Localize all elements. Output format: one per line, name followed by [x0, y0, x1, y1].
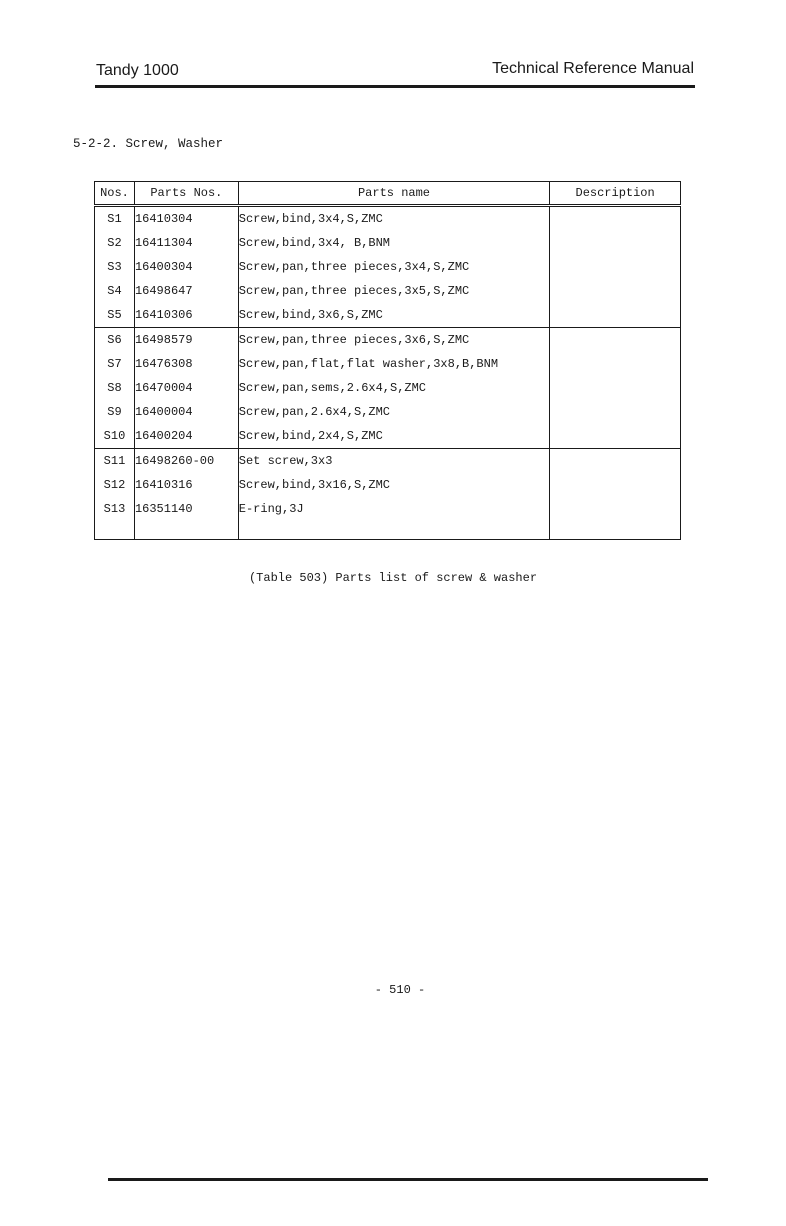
cell-description	[550, 352, 681, 376]
section-title: 5-2-2. Screw, Washer	[73, 137, 224, 151]
cell-description	[550, 449, 681, 474]
footer-rule	[108, 1178, 708, 1181]
cell-parts-name: Screw,bind,3x16,S,ZMC	[238, 473, 549, 497]
cell-parts-no: 16498260-00	[134, 449, 238, 474]
cell-description	[550, 497, 681, 521]
table-row	[95, 255, 681, 279]
cell-parts-no: 16470004	[134, 376, 238, 400]
header-manual-title: Technical Reference Manual	[492, 60, 694, 77]
cell-parts-name: Screw,pan,three pieces,3x6,S,ZMC	[238, 328, 549, 353]
cell-parts-no: 16400204	[134, 424, 238, 449]
cell-parts-name: Screw,pan,flat,flat washer,3x8,B,BNM	[238, 352, 549, 376]
cell-parts-name: Screw,pan,three pieces,3x5,S,ZMC	[238, 279, 549, 303]
cell-parts-no: 16410306	[134, 303, 238, 328]
cell-nos: S1	[95, 206, 135, 232]
cell-description	[550, 255, 681, 279]
cell-parts-name: Set screw,3x3	[238, 449, 549, 474]
table-header-row	[95, 182, 681, 206]
cell-parts-name: Screw,pan,2.6x4,S,ZMC	[238, 400, 549, 424]
table-row	[95, 303, 681, 328]
cell-nos: S6	[95, 328, 135, 353]
cell-description	[550, 473, 681, 497]
cell-description	[550, 400, 681, 424]
header-product-name: Tandy 1000	[96, 62, 179, 79]
cell-nos: S7	[95, 352, 135, 376]
header-rule	[95, 85, 695, 88]
cell-parts-name: Screw,pan,sems,2.6x4,S,ZMC	[238, 376, 549, 400]
cell-description	[550, 231, 681, 255]
cell-parts-no: 16411304	[134, 231, 238, 255]
table-row	[95, 424, 681, 449]
cell-parts-no: 16400004	[134, 400, 238, 424]
cell-parts-no: 16498579	[134, 328, 238, 353]
column-header-description: Description	[550, 182, 681, 206]
cell-description	[550, 328, 681, 353]
column-header-parts-no: Parts Nos.	[134, 182, 238, 206]
cell-parts-no: 16498647	[134, 279, 238, 303]
column-header-parts-name: Parts name	[238, 182, 549, 206]
table-row	[95, 449, 681, 474]
cell-parts-name: Screw,bind,3x4, B,BNM	[238, 231, 549, 255]
cell-parts-name: Screw,pan,three pieces,3x4,S,ZMC	[238, 255, 549, 279]
empty-cell	[95, 521, 135, 540]
cell-nos: S12	[95, 473, 135, 497]
page-number: - 510 -	[374, 983, 426, 997]
cell-nos: S3	[95, 255, 135, 279]
cell-nos: S13	[95, 497, 135, 521]
cell-nos: S2	[95, 231, 135, 255]
table-row	[95, 473, 681, 497]
cell-parts-no: 16400304	[134, 255, 238, 279]
parts-table	[94, 181, 681, 540]
cell-nos: S11	[95, 449, 135, 474]
empty-cell	[238, 521, 549, 540]
cell-parts-name: Screw,bind,3x4,S,ZMC	[238, 206, 549, 232]
cell-description	[550, 303, 681, 328]
cell-parts-name: E-ring,3J	[238, 497, 549, 521]
cell-nos: S5	[95, 303, 135, 328]
table-row	[95, 376, 681, 400]
table-row	[95, 497, 681, 521]
table-spacer-row	[95, 521, 681, 540]
empty-cell	[134, 521, 238, 540]
cell-description	[550, 376, 681, 400]
cell-nos: S8	[95, 376, 135, 400]
cell-parts-no: 16410304	[134, 206, 238, 232]
table-row	[95, 231, 681, 255]
column-header-nos: Nos.	[95, 182, 135, 206]
cell-parts-name: Screw,bind,2x4,S,ZMC	[238, 424, 549, 449]
table-row	[95, 279, 681, 303]
cell-parts-no: 16410316	[134, 473, 238, 497]
table-row	[95, 328, 681, 353]
cell-nos: S9	[95, 400, 135, 424]
cell-nos: S4	[95, 279, 135, 303]
cell-nos: S10	[95, 424, 135, 449]
cell-parts-no: 16476308	[134, 352, 238, 376]
cell-parts-name: Screw,bind,3x6,S,ZMC	[238, 303, 549, 328]
cell-description	[550, 279, 681, 303]
table-row	[95, 400, 681, 424]
table-caption: (Table 503) Parts list of screw & washer	[248, 571, 538, 585]
cell-description	[550, 206, 681, 232]
cell-description	[550, 424, 681, 449]
cell-parts-no: 16351140	[134, 497, 238, 521]
table-row	[95, 352, 681, 376]
table-row	[95, 206, 681, 232]
empty-cell	[550, 521, 681, 540]
